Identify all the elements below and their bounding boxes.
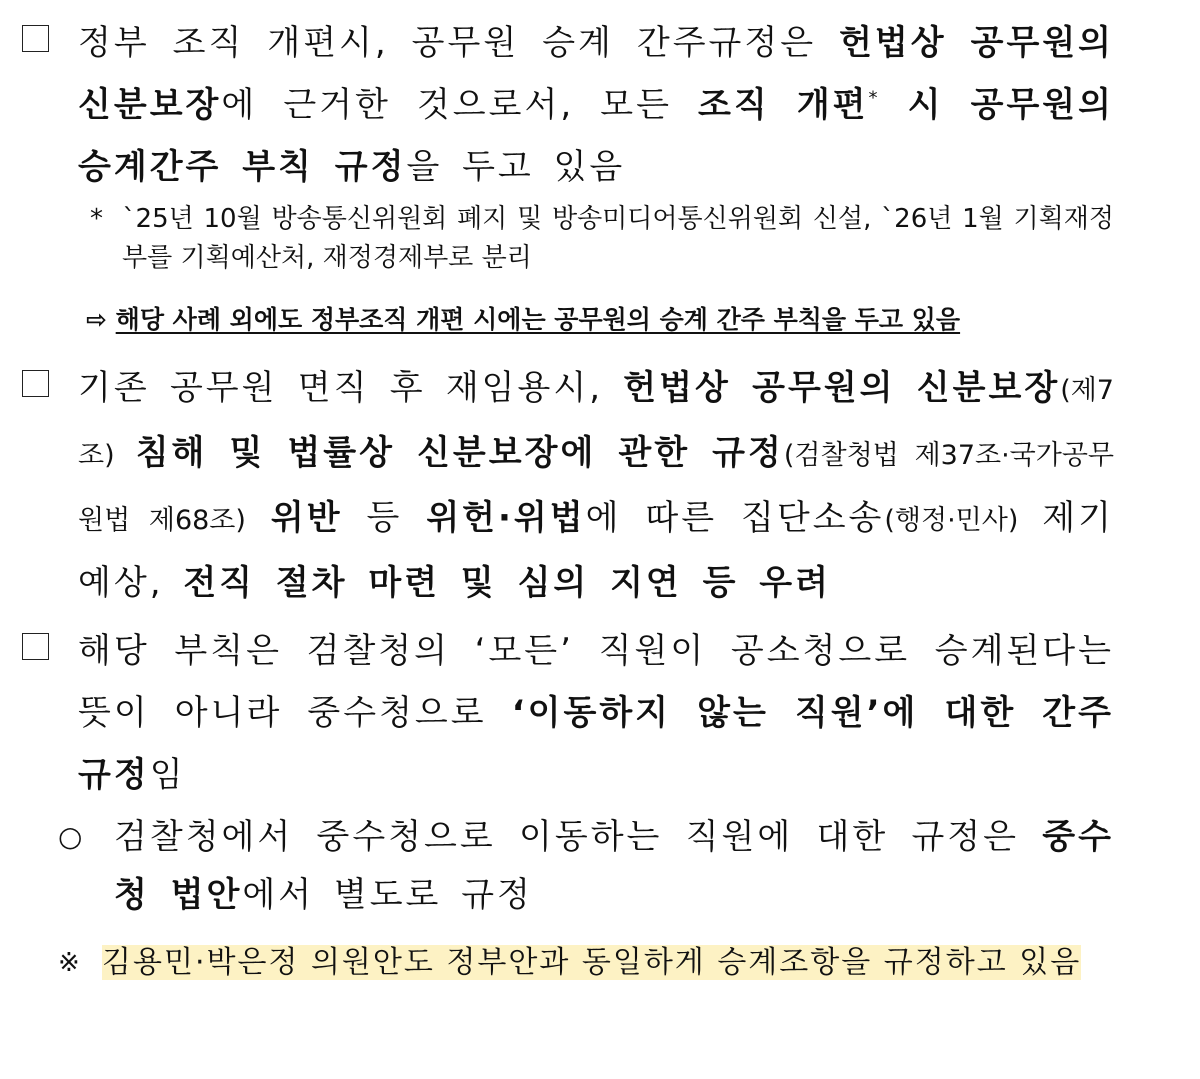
sub-text-2: 에서 별도로 규정 — [242, 875, 533, 915]
section-2-text — [78, 357, 1114, 614]
sub-text-1: 검찰청에서 중수청으로 이동하는 직원에 대한 규정은 — [114, 817, 1043, 857]
sub-bullet — [58, 808, 1114, 924]
s3-text-1: 해당 부칙은 검찰청의 ‘모든’ 직원이 공소청으로 승계된다는 뜻이 아니라 중수청으로 — [78, 631, 1114, 733]
s3-text-2: 임 — [149, 755, 186, 795]
footnote-text: `25년 10월 방송통신위원회 폐지 및 방송미디어통신위원회 신설, `26년 1월 기획재정부를 기획예산처, 재정경제부로 분리 — [122, 204, 1115, 273]
s2-bold-1: 헌법상 공무원의 신분보장 — [623, 368, 1061, 408]
s2-text-4: 제기 예상, — [78, 498, 1114, 603]
checkbox-square-icon — [22, 370, 49, 397]
arrow-summary-text: 해당 사례 외에도 정부조직 개편 시에는 공무원의 승계 간주 부칙을 두고 있음 — [115, 305, 961, 334]
s1-text-2: 에 근거한 것으로서, 모든 — [221, 85, 699, 125]
s1-bold-1: 헌법상 공무원의 신분보장 — [78, 23, 1115, 125]
s2-text-3: 에 따른 집단소송 — [585, 498, 885, 538]
s2-small-3: (행정·민사) — [884, 505, 1019, 536]
s2-bold-3: 위반 — [245, 498, 343, 538]
section-3 — [22, 620, 1114, 806]
s2-text-2: 등 — [342, 498, 427, 538]
section-1-text — [78, 12, 1114, 198]
s2-bold-5: 전직 절차 마련 및 심의 지연 등 우려 — [183, 563, 831, 603]
s2-small-2: (검찰청법 제37조·국가공무원법 제68조) — [78, 440, 1115, 536]
right-arrow-icon: ⇨ — [86, 305, 107, 334]
arrow-summary — [86, 302, 1114, 338]
section-2 — [22, 357, 1114, 614]
checkbox-square-icon — [22, 633, 49, 660]
section-3-text — [78, 620, 1114, 806]
s2-bold-4: 위헌·위법 — [426, 498, 586, 538]
section-1 — [22, 12, 1114, 198]
checkbox-square-icon — [22, 25, 49, 52]
s2-small-1: (제7조) — [78, 375, 1114, 471]
s1-bold-3: 시 공무원의 승계간주 부칙 규정 — [78, 85, 1114, 187]
highlighted-reference-text: 김용민·박은정 의원안도 정부안과 동일하게 승계조항을 규정하고 있음 — [102, 945, 1082, 980]
sub-bold-1: 중수청 법안 — [114, 817, 1114, 915]
s1-text-1: 정부 조직 개편시, 공무원 승계 간주규정은 — [78, 23, 840, 63]
footnote-marker: * — [90, 204, 103, 234]
circle-bullet-icon: ○ — [58, 820, 86, 853]
s3-bold-1: ‘이동하지 않는 직원’에 대한 간주 규정 — [78, 693, 1114, 795]
s2-bold-2: 침해 및 법률상 신분보장에 관한 규정 — [135, 433, 784, 473]
s2-text-1: 기존 공무원 면직 후 재임용시, — [78, 368, 624, 408]
reference-mark-icon: ※ — [58, 948, 82, 978]
reference-note — [58, 938, 1114, 988]
s1-text-3: 을 두고 있음 — [406, 147, 626, 187]
footnote-star: * — [868, 87, 881, 109]
s1-bold-2: 조직 개편 — [698, 85, 869, 125]
sub-bullet-text — [114, 808, 1114, 924]
footnote — [90, 200, 1114, 278]
